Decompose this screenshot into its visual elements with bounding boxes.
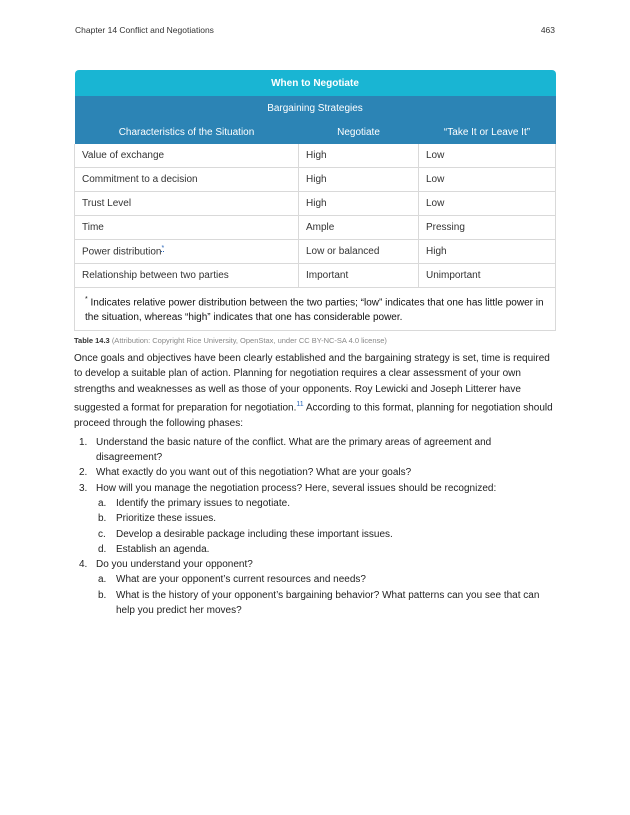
- sub-list-letter: b.: [98, 513, 107, 525]
- table-row: [75, 216, 556, 240]
- running-head: [75, 25, 555, 35]
- sub-list-item: [96, 511, 556, 526]
- table-title: When to Negotiate: [75, 70, 556, 96]
- sub-list: [96, 572, 556, 618]
- table-footnote: [75, 288, 556, 331]
- sub-list-item: [96, 496, 556, 511]
- table-cell: Time: [75, 216, 299, 240]
- page-number: 463: [540, 25, 555, 35]
- table-cell: Unimportant: [419, 264, 556, 288]
- paragraph: [74, 351, 556, 431]
- list-item: [74, 435, 556, 466]
- table-row: [75, 192, 556, 216]
- table-cell: High: [419, 240, 556, 264]
- table-cell: Trust Level: [75, 192, 299, 216]
- sub-list-letter: b.: [98, 589, 107, 601]
- column-header: “Take It or Leave It”: [419, 120, 556, 144]
- sub-list-letter: a.: [98, 498, 107, 509]
- column-header: Characteristics of the Situation: [75, 120, 299, 144]
- table-row: [75, 168, 556, 192]
- list-item-text: How will you manage the negotiation process? Here, several issues should be recognized:: [96, 482, 497, 494]
- sub-list-text: Prioritize these issues.: [116, 513, 217, 525]
- table-cell: Value of exchange: [75, 144, 299, 168]
- table-cell: Low: [419, 144, 556, 168]
- paragraph-text: Once goals and objectives have been clearly established and the bargaining strategy is set, time is required to develop a suitable plan of action. Planning for negotiation requires a clear assessment of your own strengths and weaknesses as well as those of your opponents. Roy Lewicki and Joseph Litterer have suggested a format for preparation for negotiation.: [74, 353, 550, 414]
- when-to-negotiate-table: [74, 70, 556, 331]
- table-cell: High: [299, 192, 419, 216]
- table-cell: Low: [419, 168, 556, 192]
- table-cell: Low: [419, 192, 556, 216]
- list-number: 3.: [79, 482, 88, 494]
- list-item-text: Do you understand your opponent?: [96, 559, 253, 571]
- list-item-text: What exactly do you want out of this negotiation? What are your goals?: [96, 467, 412, 479]
- sub-list-text: Establish an agenda.: [116, 543, 210, 555]
- sub-list-item: [96, 572, 556, 587]
- sub-list-item: [96, 542, 556, 557]
- phases-list: [74, 435, 556, 619]
- column-header: Negotiate: [299, 120, 419, 144]
- table-caption: [74, 336, 387, 345]
- paragraph-text: According to this format, planning for negotiation should proceed through the following phases:: [74, 402, 553, 429]
- list-item: [74, 481, 556, 557]
- sub-list-item: [96, 527, 556, 542]
- table-row: [75, 144, 556, 168]
- sub-list-letter: a.: [98, 574, 107, 586]
- sub-list-letter: d.: [98, 543, 107, 555]
- list-number: 1.: [79, 436, 88, 448]
- body-text: [74, 351, 556, 618]
- footnote-marker: *: [85, 296, 88, 303]
- footnote-text: Indicates relative power distribution between the two parties; “low” indicates that one has little power in the situation, whereas “high” indicates that one has considerable power.: [85, 297, 544, 324]
- list-number: 4.: [79, 559, 88, 571]
- table-row: [75, 264, 556, 288]
- sub-list-letter: c.: [98, 528, 106, 540]
- caption-label: Table 14.3: [74, 336, 110, 345]
- sub-list-item: [96, 588, 556, 619]
- cell-text: Power distribution: [82, 246, 162, 258]
- list-item: [74, 557, 556, 618]
- table-cell: Pressing: [419, 216, 556, 240]
- table-cell: High: [299, 144, 419, 168]
- table-cell: Important: [299, 264, 419, 288]
- list-item-text: Understand the basic nature of the conflict. What are the primary areas of agreement and disagreement?: [96, 436, 492, 464]
- list-item: [74, 465, 556, 480]
- sub-list-text: What are your opponent’s current resources and needs?: [116, 574, 366, 586]
- table-band-header: Bargaining Strategies: [75, 96, 556, 120]
- table-cell: Low or balanced: [299, 240, 419, 264]
- chapter-title: Chapter 14 Conflict and Negotiations: [75, 25, 214, 35]
- sub-list: [96, 496, 556, 557]
- table-cell: High: [299, 168, 419, 192]
- sub-list-text: Develop a desirable package including these important issues.: [116, 528, 393, 540]
- sub-list-text: What is the history of your opponent’s bargaining behavior? What patterns can you see that can help you predict her moves?: [116, 589, 540, 617]
- caption-text: (Attribution: Copyright Rice University, OpenStax, under CC BY-NC-SA 4.0 license): [111, 336, 387, 345]
- table-cell: Relationship between two parties: [75, 264, 299, 288]
- footnote-link[interactable]: *: [161, 245, 165, 253]
- table-cell: Ample: [299, 216, 419, 240]
- table-row: [75, 240, 556, 264]
- table-cell: Commitment to a decision: [75, 168, 299, 192]
- table-cell: [75, 240, 299, 264]
- list-number: 2.: [79, 467, 88, 479]
- endnote-link[interactable]: 11: [296, 400, 304, 408]
- sub-list-text: Identify the primary issues to negotiate.: [116, 498, 290, 509]
